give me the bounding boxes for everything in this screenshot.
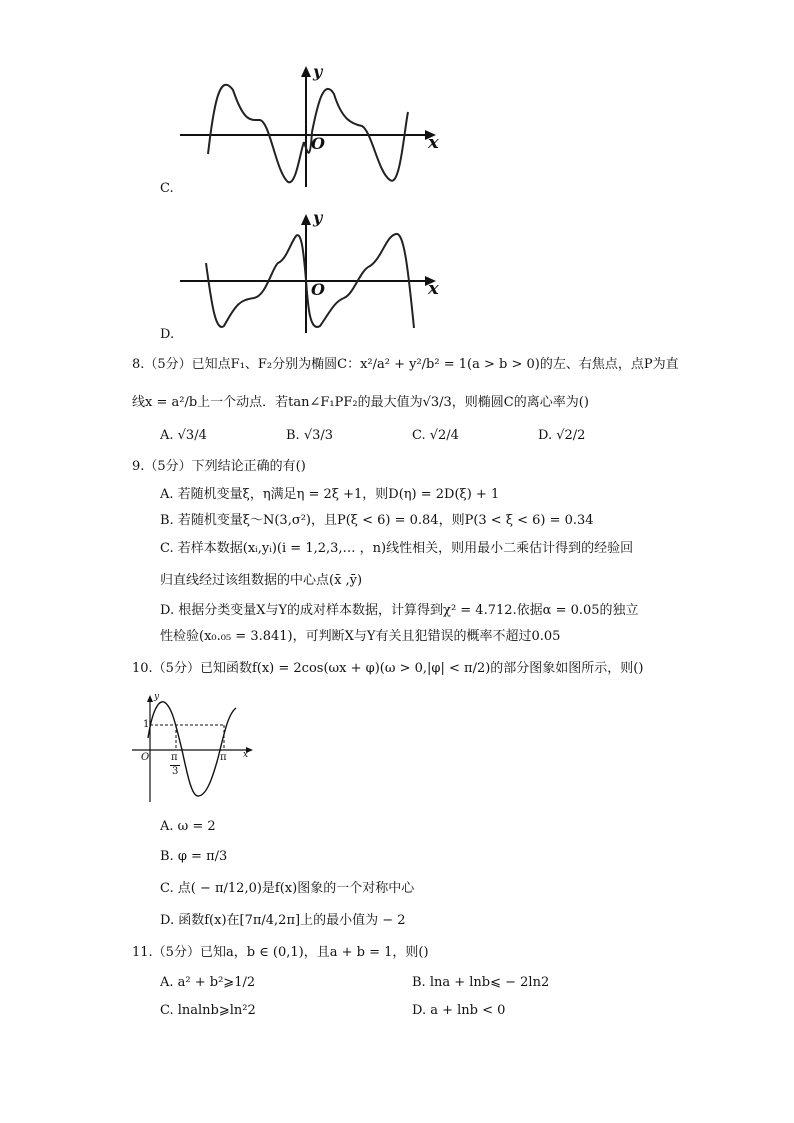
- q9-option-d-line1: D. 根据分类变量X与Y的成对样本数据，计算得到χ² = 4.712.依据α = 0.05的独立: [160, 603, 639, 618]
- graph-d-origin: O: [311, 280, 325, 299]
- q10-graph-pi3-num: π: [171, 752, 178, 763]
- q11-option-b: B. lna + lnb⩽ − 2ln2: [412, 975, 550, 990]
- q11-option-c: C. lnalnb⩾ln²2: [160, 1003, 256, 1018]
- q10-graph-x-label: x: [243, 750, 249, 760]
- q10-graph-one-label: 1: [143, 719, 150, 730]
- q11-stem: 11.（5分）已知a，b ∈ (0,1)，且a + b = 1，则(): [132, 945, 429, 960]
- q8-line1: 8.（5分）已知点F₁、F₂分别为椭圆C：x²/a² + y²/b² = 1(a > b > 0)的左、右焦点，点P为直: [132, 357, 679, 372]
- q9-option-a: A. 若随机变量ξ，η满足η = 2ξ +1，则D(η) = 2D(ξ) + 1: [160, 487, 500, 502]
- q9-option-c-line1: C. 若样本数据(xᵢ,yᵢ)(i = 1,2,3,… ，n)线性相关，则用最小二乘估计得到的经验回: [160, 541, 634, 556]
- q10-option-a: A. ω = 2: [160, 819, 216, 834]
- graph-c-origin: O: [311, 134, 325, 153]
- q9-option-b: B. 若随机变量ξ～N(3,σ²)，且P(ξ < 6) = 0.84，则P(3 < ξ < 6) = 0.34: [160, 513, 594, 528]
- q8-line2: 线x = a²/b上一个动点．若tan∠F₁PF₂的最大值为√3/3，则椭圆C的离心率为(): [132, 395, 589, 410]
- q9-stem: 9.（5分）下列结论正确的有(): [132, 459, 306, 474]
- graph-d-y-label: y: [313, 208, 323, 227]
- graph-c: [178, 62, 440, 190]
- graph-d: [178, 208, 440, 336]
- q8-option-a: A. √3/4: [160, 428, 207, 443]
- q11-option-a: A. a² + b²⩾1/2: [160, 975, 256, 990]
- q10-graph: [132, 692, 254, 804]
- q8-option-b: B. √3/3: [286, 428, 334, 443]
- q8-option-d: D. √2/2: [538, 428, 586, 443]
- q10-option-b: B. φ = π/3: [160, 849, 228, 864]
- q10-graph-origin: O: [141, 752, 150, 763]
- graph-d-option-label: D.: [160, 327, 175, 342]
- q10-graph-y-label: y: [154, 692, 160, 702]
- graph-c-x-label: x: [428, 132, 439, 153]
- graph-c-option-label: C.: [160, 181, 174, 196]
- q10-option-d: D. 函数f(x)在[7π/4,2π]上的最小值为 − 2: [160, 913, 406, 928]
- q10-stem: 10.（5分）已知函数f(x) = 2cos(ωx + φ)(ω > 0,|φ| < π/2)的部分图象如图所示，则(): [132, 661, 644, 676]
- q9-option-c-line2: 归直线经过该组数据的中心点(x̄ ,ȳ): [160, 573, 363, 588]
- q10-graph-pi3-den: 3: [172, 766, 179, 777]
- q9-option-d-line2: 性检验(x₀.₀₅ = 3.841)，可判断X与Y有关且犯错误的概率不超过0.05: [160, 629, 561, 644]
- q8-option-c: C. √2/4: [412, 428, 459, 443]
- q11-option-d: D. a + lnb < 0: [412, 1003, 506, 1018]
- graph-c-y-label: y: [313, 62, 323, 81]
- q10-graph-pi-label: π: [220, 752, 227, 763]
- graph-d-x-label: x: [428, 278, 439, 299]
- q10-option-c: C. 点( − π/12,0)是f(x)图象的一个对称中心: [160, 881, 415, 896]
